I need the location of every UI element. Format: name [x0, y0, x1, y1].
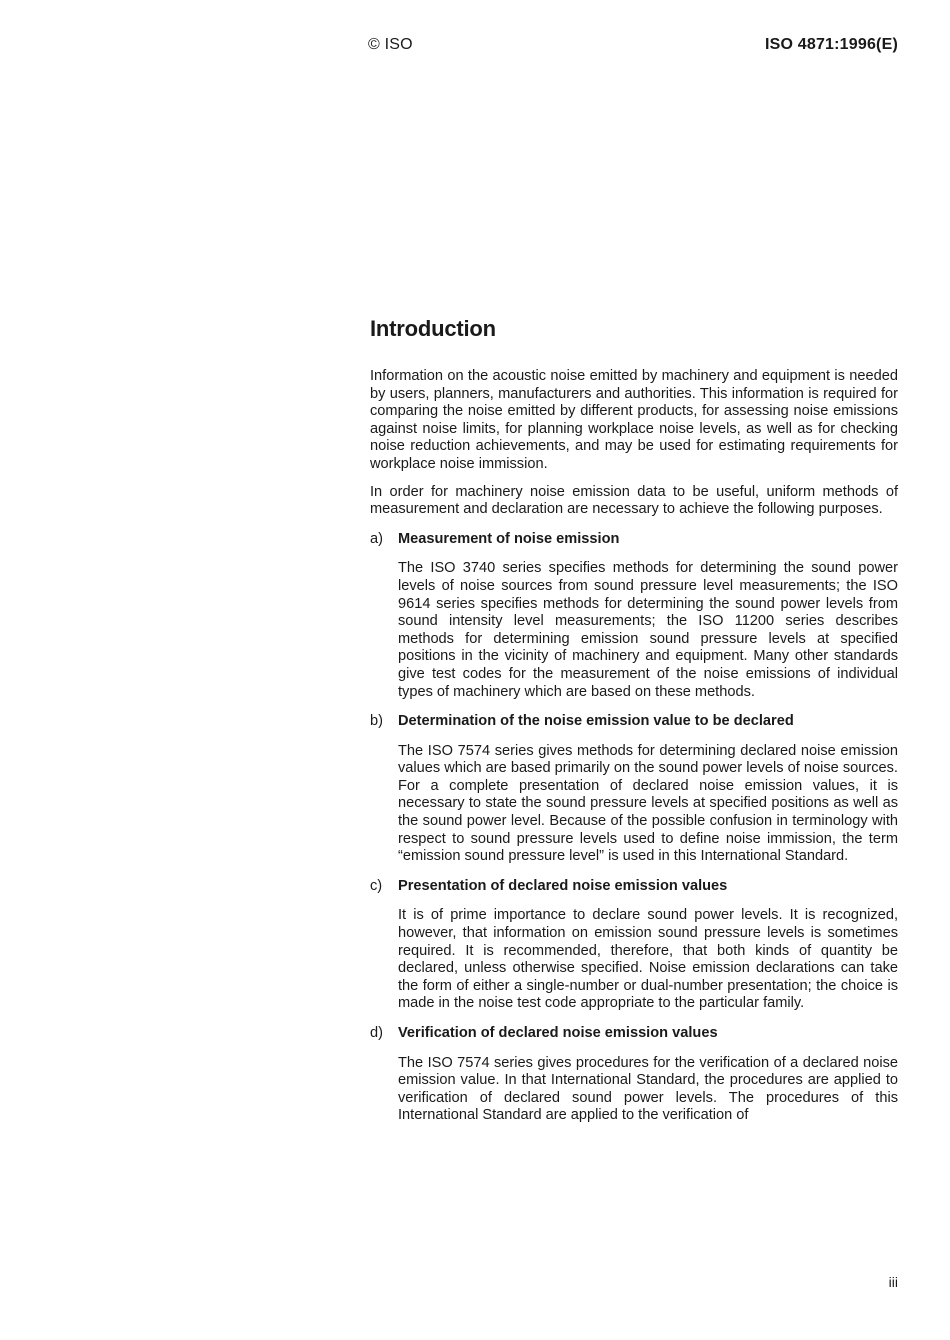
- list-item-label: c): [370, 877, 383, 894]
- intro-paragraph-1: Information on the acoustic noise emitted by machinery and equipment is needed by users, planners, manufacturers and authorities. This information is required for comparing the noise emitted by different products, for assessing noise emissions against noise limits, for planning workplace noise levels, as well as for checking noise reduction achievements, and may be used for estimating requirements for workplace noise immission.: [370, 368, 898, 472]
- list-item-heading: [370, 713, 898, 731]
- list-item-heading: [370, 531, 898, 549]
- header-standard-number: ISO 4871:1996(E): [764, 36, 898, 53]
- list-item-label: a): [370, 530, 383, 547]
- list-item-body: The ISO 7574 series gives procedures for the verification of a declared noise emission value. In that International Standard, the procedures are applied to verification of declared sound power levels. The procedures of this International Standard are applied to the verification of: [398, 1054, 898, 1124]
- list-item-title: Measurement of noise emission: [398, 530, 620, 547]
- list-item-d: [370, 1025, 898, 1125]
- list-item-a: [370, 531, 898, 701]
- page-number: iii: [888, 1274, 898, 1290]
- list-item-b: [370, 713, 898, 866]
- list-item-label: d): [370, 1025, 383, 1041]
- intro-paragraph-2: In order for machinery noise emission data to be useful, uniform methods of measurement and declaration are necessary to achieve the following purposes.: [370, 483, 898, 518]
- list-item-label: b): [370, 713, 383, 730]
- list-item-body: It is of prime importance to declare sound power levels. It is recognized, however, that information on emission sound pressure levels is sometimes required. It is recommended, therefore, that both kinds of quantity be declared, unless otherwise specified. Noise emission declarations can take the form of either a single-number or dual-number presentation; the choice is made in the noise test code appropriate to the particular family.: [398, 907, 898, 1012]
- list-item-body: The ISO 3740 series specifies methods for determining the sound power levels of noise sources from sound pressure level measurements; the ISO 9614 series specifies methods for determining the sound power levels from sound intensity level measurements; the ISO 11200 series describes methods for determining emission sound pressure levels at specified positions in the vicinity of machinery and equipment. Many other standards give test codes for the measurement of the noise emissions of individual types of machinery which are based on these methods.: [398, 560, 898, 700]
- list-item-body: The ISO 7574 series gives methods for determining declared noise emission values which are based primarily on the sound power levels of noise sources. For a complete presentation of declared noise emission values, it is necessary to state the sound pressure levels at specified positions as well as the sound power level. Because of the possible confusion in terminology with respect to sound pressure levels used to define noise immission, the term “emission sound pressure level” is used in this International Standard.: [398, 742, 898, 865]
- list-item-heading: [370, 878, 898, 896]
- list-item-title: Verification of declared noise emission values: [398, 1025, 718, 1041]
- list-item-title: Determination of the noise emission value to be declared: [398, 713, 794, 730]
- section-title: Introduction: [370, 316, 496, 341]
- list-item-title: Presentation of declared noise emission values: [398, 877, 728, 894]
- main-content: [370, 316, 898, 1137]
- header-copyright: © ISO: [368, 36, 413, 53]
- list-item-c: [370, 878, 898, 1013]
- list-item-heading: [370, 1025, 898, 1043]
